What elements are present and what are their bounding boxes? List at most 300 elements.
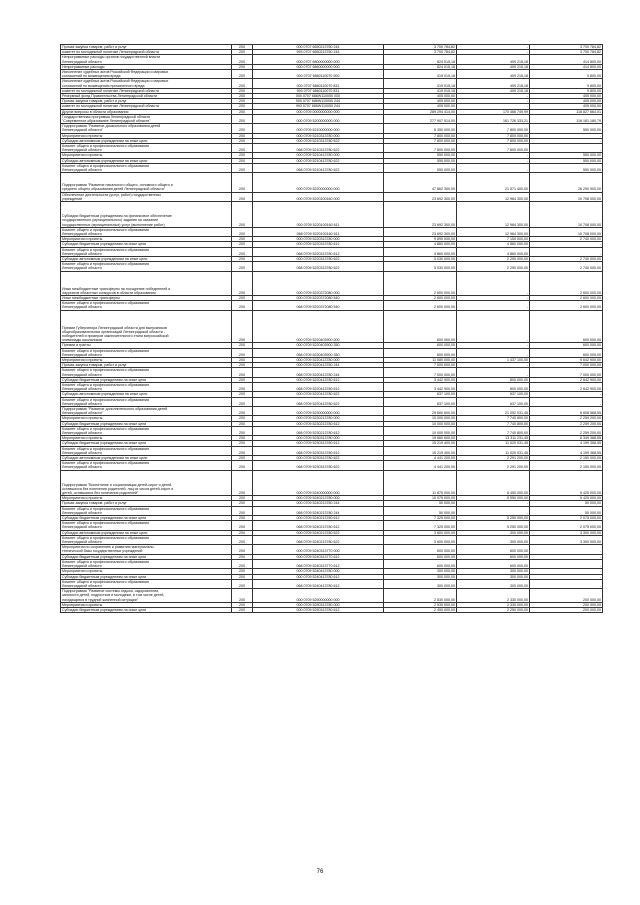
planned-amount-cell: 5 030 000,00: [384, 256, 457, 261]
table-row: [61, 144, 603, 153]
budget-execution-table: [60, 44, 603, 613]
remaining-amount-cell: 8 608 568,55: [530, 407, 603, 416]
row-code-cell: 200: [232, 421, 253, 426]
row-code-cell: 200: [232, 70, 253, 79]
executed-amount-cell: 300 000,00: [457, 569, 530, 574]
table-row: [61, 271, 603, 295]
remaining-amount-cell: -: [530, 545, 603, 554]
classification-code-cell: 068 0709 5240213780 244: [253, 506, 384, 515]
row-label-cell: Прочая закупка товаров, работ и услуг: [61, 501, 232, 506]
remaining-amount-cell: 405 000,00: [530, 94, 603, 99]
row-label-cell: Субсидии бюджетным учреждениям на иные цели: [61, 377, 232, 382]
classification-code-cell: 000 0709 5240213780 612: [253, 516, 384, 521]
table-row: [61, 310, 603, 343]
planned-amount-cell: 2 530 000,00: [384, 589, 457, 603]
planned-amount-cell: 550 000,00: [384, 163, 457, 172]
row-label-cell: Комитет общего и профессионального образования Ленинградской области: [61, 163, 232, 172]
classification-code-cell: 068 0709 5230313780 612: [253, 446, 384, 455]
row-label-cell: Комитет общего и профессионального образования Ленинградской области: [61, 535, 232, 544]
executed-amount-cell: 7 800 000,00: [457, 124, 530, 133]
remaining-amount-cell: 10 708 000,00: [530, 202, 603, 228]
row-label-cell: Субсидии бюджетным учреждениям на иные цели: [61, 607, 232, 612]
classification-code-cell: 000 0709 5230313780 612: [253, 441, 384, 446]
row-code-cell: 200: [232, 602, 253, 607]
remaining-amount-cell: 550 000,00: [530, 158, 603, 163]
remaining-amount-cell: 9 800,00: [530, 70, 603, 79]
remaining-amount-cell: 405 000,00: [530, 99, 603, 104]
planned-amount-cell: 600 000,00: [384, 343, 457, 348]
planned-amount-cell: 2 450 000,00: [384, 607, 457, 612]
row-label-cell: Субсидии автономным учреждениям на иные цели: [61, 530, 232, 535]
row-code-cell: 200: [232, 461, 253, 470]
planned-amount-cell: 3 600 000,00: [384, 530, 457, 535]
planned-amount-cell: 419 015,18: [384, 88, 457, 93]
executed-amount-cell: 300 000,00: [457, 530, 530, 535]
row-code-cell: 200: [232, 496, 253, 501]
row-code-cell: 200: [232, 163, 253, 172]
remaining-amount-cell: 26 290 900,00: [530, 173, 603, 192]
row-code-cell: 200: [232, 506, 253, 515]
remaining-amount-cell: 600 000,00: [530, 348, 603, 357]
row-label-cell: Комитет общего и профессионального образования Ленинградской области: [61, 559, 232, 568]
planned-amount-cell: 3 442 900,00: [384, 377, 457, 382]
table-row: [61, 589, 603, 603]
planned-amount-cell: 15 219 400,00: [384, 446, 457, 455]
executed-amount-cell: 7 150 000,00: [457, 237, 530, 242]
row-label-cell: Субсидии автономным учреждениям на иные цели: [61, 456, 232, 461]
row-code-cell: 200: [232, 295, 253, 300]
classification-code-cell: 068 0709 5230213780 612: [253, 426, 384, 435]
classification-code-cell: 000 0709 5220313780 612: [253, 242, 384, 247]
remaining-amount-cell: 2 259 200,00: [530, 426, 603, 435]
executed-amount-cell: 5 550 000,00: [457, 496, 530, 501]
table-row: [61, 202, 603, 228]
table-row: [61, 506, 603, 515]
executed-amount-cell: 7 800 000,00: [457, 144, 530, 153]
row-label-cell: Субсидии бюджетным учреждениям на иные цели: [61, 574, 232, 579]
classification-code-cell: 000 0709 5210413780 000: [253, 153, 384, 158]
executed-amount-cell: 800 000,00: [457, 382, 530, 391]
row-label-cell: Иные межбюджетные трансферты: [61, 295, 232, 300]
remaining-amount-cell: -: [530, 397, 603, 406]
remaining-amount-cell: -: [530, 554, 603, 559]
row-code-cell: 200: [232, 94, 253, 99]
table-row: [61, 301, 603, 310]
planned-amount-cell: 7 325 000,00: [384, 521, 457, 530]
planned-amount-cell: 4 441 200,00: [384, 461, 457, 470]
remaining-amount-cell: 2 075 000,00: [530, 521, 603, 530]
remaining-amount-cell: 550 000,00: [530, 153, 603, 158]
planned-amount-cell: 419 015,18: [384, 70, 457, 79]
row-code-cell: 200: [232, 377, 253, 382]
row-code-cell: 200: [232, 501, 253, 506]
planned-amount-cell: 10 000 000,00: [384, 421, 457, 426]
classification-code-cell: 000 0709 5220413780 622: [253, 392, 384, 397]
table-row: [61, 392, 603, 397]
row-code-cell: 200: [232, 247, 253, 256]
planned-amount-cell: 300 000,00: [384, 569, 457, 574]
executed-amount-cell: -: [457, 158, 530, 163]
classification-code-cell: 068 0709 5220413780 622: [253, 397, 384, 406]
executed-amount-cell: -: [457, 301, 530, 310]
row-label-cell: Комитет общего и профессионального образования Ленинградской области: [61, 227, 232, 236]
executed-amount-cell: 409 215,18: [457, 70, 530, 79]
executed-amount-cell: 21 571 400,00: [457, 173, 530, 192]
row-label-cell: Субсидии автономным учреждениям на иные цели: [61, 158, 232, 163]
remaining-amount-cell: 2 642 900,00: [530, 382, 603, 391]
executed-amount-cell: 2 330 000,00: [457, 602, 530, 607]
row-label-cell: Комитет общего и профессионального образования Ленинградской области: [61, 426, 232, 435]
row-label-cell: Другие вопросы в области образования: [61, 109, 232, 114]
planned-amount-cell: 7 000 000,00: [384, 368, 457, 377]
remaining-amount-cell: 9 800,00: [530, 79, 603, 88]
row-code-cell: 200: [232, 456, 253, 461]
executed-amount-cell: 170 466 749,99: [457, 109, 530, 114]
row-label-cell: Субсидии автономным учреждениям на иные цели: [61, 256, 232, 261]
remaining-amount-cell: 4 199 368,55: [530, 441, 603, 446]
classification-code-cell: 068 0709 5240313770 612: [253, 559, 384, 568]
planned-amount-cell: 29 660 600,00: [384, 407, 457, 416]
classification-code-cell: 000 0709 5230313780 000: [253, 436, 384, 441]
classification-code-cell: 000 0709 5210413780 622: [253, 158, 384, 163]
remaining-amount-cell: -: [530, 392, 603, 397]
remaining-amount-cell: 9 642 900,00: [530, 357, 603, 362]
row-label-cell: Мероприятия и проекты: [61, 436, 232, 441]
table-row: [61, 55, 603, 64]
remaining-amount-cell: 3 300 000,00: [530, 530, 603, 535]
row-label-cell: Мероприятия и проекты: [61, 153, 232, 158]
row-code-cell: 200: [232, 301, 253, 310]
executed-amount-cell: 2 330 000,00: [457, 589, 530, 603]
executed-amount-cell: 409 215,18: [457, 55, 530, 64]
classification-code-cell: 068 0709 5230313780 622: [253, 461, 384, 470]
table-row: [61, 242, 603, 247]
executed-amount-cell: -: [457, 94, 530, 99]
executed-amount-cell: 637 100,00: [457, 397, 530, 406]
row-label-cell: Мероприятия и проекты: [61, 569, 232, 574]
row-label-cell: Субсидии бюджетным учреждениям на финансовое обеспечение государственного (муниципального) задания на оказание государственных (муниципальных) услуг (выполнение работ): [61, 202, 232, 228]
table-row: [61, 173, 603, 192]
executed-amount-cell: 409 215,18: [457, 88, 530, 93]
classification-code-cell: 000 0709 5220313780 000: [253, 237, 384, 242]
row-code-cell: 200: [232, 50, 253, 55]
table-row: [61, 256, 603, 261]
classification-code-cell: 000 0709 5220313780 622: [253, 256, 384, 261]
remaining-amount-cell: 200 000,00: [530, 607, 603, 612]
remaining-amount-cell: 9 800,00: [530, 88, 603, 93]
row-code-cell: 200: [232, 310, 253, 343]
planned-amount-cell: 600 000,00: [384, 348, 457, 357]
planned-amount-cell: 4 441 200,00: [384, 456, 457, 461]
row-code-cell: 200: [232, 392, 253, 397]
row-code-cell: 200: [232, 607, 253, 612]
planned-amount-cell: 50 000,00: [384, 501, 457, 506]
row-code-cell: 200: [232, 535, 253, 544]
row-label-cell: комитет по молодежной политике Ленинградской области: [61, 104, 232, 109]
remaining-amount-cell: -: [530, 138, 603, 143]
row-code-cell: 200: [232, 79, 253, 88]
row-code-cell: 200: [232, 569, 253, 574]
row-code-cell: 200: [232, 521, 253, 530]
row-label-cell: Резервный фонд Правительства Ленинградской области: [61, 94, 232, 99]
row-code-cell: 200: [232, 407, 253, 416]
executed-amount-cell: 11 020 031,45: [457, 441, 530, 446]
row-label-cell: Подпрограмма "Развитие дополнительного образования детей Ленинградской области": [61, 407, 232, 416]
planned-amount-cell: 8 350 000,00: [384, 124, 457, 133]
classification-code-cell: 000 0707 6860000000 000: [253, 64, 384, 69]
row-code-cell: 200: [232, 363, 253, 368]
executed-amount-cell: -: [457, 104, 530, 109]
executed-amount-cell: -: [457, 310, 530, 343]
executed-amount-cell: 12 984 300,00: [457, 227, 530, 236]
planned-amount-cell: 19 660 600,00: [384, 436, 457, 441]
planned-amount-cell: 550 000,00: [384, 158, 457, 163]
remaining-amount-cell: 7 000 000,00: [530, 363, 603, 368]
row-label-cell: Иные межбюджетные трансферты на поощрение победителей и лауреатов областных конкурсов в области образования: [61, 271, 232, 295]
classification-code-cell: 068 0709 5220313780 612: [253, 247, 384, 256]
classification-code-cell: 068 0709 5240413780 612: [253, 579, 384, 588]
planned-amount-cell: 600 000,00: [384, 545, 457, 554]
classification-code-cell: 068 0709 5220403900 350: [253, 348, 384, 357]
row-code-cell: 200: [232, 397, 253, 406]
remaining-amount-cell: 2 259 200,00: [530, 421, 603, 426]
row-label-cell: Подпрограмма "Развитие дошкольного образования детей Ленинградской области": [61, 124, 232, 133]
executed-amount-cell: -: [457, 343, 530, 348]
table-row: [61, 377, 603, 382]
row-code-cell: 200: [232, 88, 253, 93]
row-label-cell: Премии Губернатора Ленинградской области для выпускников общеобразовательных организаций Ленинградской области - победителей и призеров заключительного этапа всероссийской олимпиады школьников: [61, 310, 232, 343]
remaining-amount-cell: -: [530, 559, 603, 568]
planned-amount-cell: 3 600 000,00: [384, 535, 457, 544]
row-code-cell: 200: [232, 368, 253, 377]
executed-amount-cell: -: [457, 271, 530, 295]
table-row: [61, 456, 603, 461]
executed-amount-cell: 7 740 800,00: [457, 426, 530, 435]
row-code-cell: 200: [232, 382, 253, 391]
executed-amount-cell: 7 740 800,00: [457, 416, 530, 421]
classification-code-cell: 993 0707 6860110070 831: [253, 88, 384, 93]
row-label-cell: Подпрограмма "Развитие начального общего, основного общего и среднего общего образования детей Ленинградской области": [61, 173, 232, 192]
executed-amount-cell: 409 215,18: [457, 64, 530, 69]
planned-amount-cell: 4 860 000,00: [384, 247, 457, 256]
classification-code-cell: 000 0709 5210313780 622: [253, 138, 384, 143]
row-label-cell: Комитет общего и профессионального образования Ленинградской области: [61, 506, 232, 515]
classification-code-cell: 000 0707 6860110070 000: [253, 70, 384, 79]
executed-amount-cell: -: [457, 50, 530, 55]
planned-amount-cell: 637 100,00: [384, 392, 457, 397]
row-code-cell: 200: [232, 348, 253, 357]
planned-amount-cell: 3 700 784,82: [384, 50, 457, 55]
row-code-cell: 200: [232, 530, 253, 535]
planned-amount-cell: 405 000,00: [384, 99, 457, 104]
row-label-cell: Подпрограмма "Развитие системы отдыха, оздоровления, занятости детей, подростков и молодежи, в том числе детей, находящихся в трудной жизненной ситуации": [61, 589, 232, 603]
row-code-cell: 200: [232, 262, 253, 271]
row-label-cell: Обеспечение деятельности (услуг, работ) государственных учреждений: [61, 192, 232, 201]
row-label-cell: Комитет общего и профессионального образования Ленинградской области: [61, 382, 232, 391]
classification-code-cell: 000 0709 5240213780 000: [253, 496, 384, 501]
table-row: [61, 88, 603, 93]
remaining-amount-cell: 414 800,00: [530, 64, 603, 69]
row-code-cell: 200: [232, 192, 253, 201]
executed-amount-cell: 600 000,00: [457, 559, 530, 568]
row-label-cell: Субсидии бюджетным учреждениям на иные цели: [61, 516, 232, 521]
planned-amount-cell: 289 294 414,00: [384, 109, 457, 114]
row-label-cell: Комитет общего и профессионального образования Ленинградской области: [61, 579, 232, 588]
classification-code-cell: 000 0709 5240313770 000: [253, 545, 384, 554]
executed-amount-cell: 161 726 333,21: [457, 114, 530, 123]
row-label-cell: Комитет общего и профессионального образования Ленинградской области: [61, 521, 232, 530]
row-code-cell: 200: [232, 173, 253, 192]
row-code-cell: 200: [232, 104, 253, 109]
planned-amount-cell: 405 000,00: [384, 94, 457, 99]
planned-amount-cell: 50 000,00: [384, 506, 457, 515]
planned-amount-cell: 23 692 300,00: [384, 227, 457, 236]
row-label-cell: Комитет общего и профессионального образования Ленинградской области: [61, 262, 232, 271]
row-code-cell: 200: [232, 237, 253, 242]
remaining-amount-cell: 10 708 000,00: [530, 192, 603, 201]
remaining-amount-cell: 4 199 368,55: [530, 446, 603, 455]
executed-amount-cell: -: [457, 348, 530, 357]
classification-code-cell: 000 0709 5230213780 612: [253, 421, 384, 426]
row-label-cell: Комитет общего и профессионального образования Ленинградской области: [61, 461, 232, 470]
executed-amount-cell: 5 250 000,00: [457, 516, 530, 521]
remaining-amount-cell: 5 425 000,00: [530, 496, 603, 501]
classification-code-cell: 993 0707 6650213760 244: [253, 50, 384, 55]
page-number: 76: [316, 869, 324, 875]
table-row: [61, 114, 603, 123]
table-row: [61, 579, 603, 588]
table-row: [61, 247, 603, 256]
planned-amount-cell: 11 080 000,00: [384, 357, 457, 362]
planned-amount-cell: 2 600 000,00: [384, 301, 457, 310]
classification-code-cell: 000 0709 5230000000 000: [253, 407, 384, 416]
classification-code-cell: 000 0709 5220100160 000: [253, 192, 384, 201]
executed-amount-cell: 7 800 000,00: [457, 138, 530, 143]
classification-code-cell: 000 0709 5210313780 000: [253, 133, 384, 138]
row-code-cell: 200: [232, 446, 253, 455]
table-row: [61, 138, 603, 143]
row-label-cell: Мероприятия и проекты: [61, 416, 232, 421]
row-code-cell: 200: [232, 579, 253, 588]
remaining-amount-cell: 2 740 000,00: [530, 237, 603, 242]
row-code-cell: 200: [232, 426, 253, 435]
row-label-cell: Премии и гранты: [61, 343, 232, 348]
classification-code-cell: 000 0709 5220100160 611: [253, 202, 384, 228]
executed-amount-cell: 2 250 000,00: [457, 607, 530, 612]
remaining-amount-cell: 600 000,00: [530, 343, 603, 348]
table-row: [61, 192, 603, 201]
remaining-amount-cell: 2 600 000,00: [530, 295, 603, 300]
classification-code-cell: 000 0709 5230313780 622: [253, 456, 384, 461]
row-code-cell: 200: [232, 124, 253, 133]
classification-code-cell: 068 0709 5240213780 612: [253, 521, 384, 530]
planned-amount-cell: 7 000 000,00: [384, 363, 457, 368]
planned-amount-cell: 300 000,00: [384, 579, 457, 588]
remaining-amount-cell: 2 259 200,00: [530, 416, 603, 421]
executed-amount-cell: 600 000,00: [457, 554, 530, 559]
row-label-cell: Комитет общего и профессионального образования Ленинградской области: [61, 397, 232, 406]
row-label-cell: Мероприятия и проекты: [61, 602, 232, 607]
classification-code-cell: 000 0709 5240413780 612: [253, 574, 384, 579]
planned-amount-cell: 600 000,00: [384, 559, 457, 568]
row-code-cell: 200: [232, 99, 253, 104]
planned-amount-cell: 11 875 000,00: [384, 470, 457, 496]
executed-amount-cell: 4 860 000,00: [457, 242, 530, 247]
remaining-amount-cell: 2 600 000,00: [530, 301, 603, 310]
row-label-cell: Субсидии бюджетным учреждениям на иные цели: [61, 554, 232, 559]
classification-code-cell: 000 0709 5250313780 000: [253, 602, 384, 607]
remaining-amount-cell: 550 000,00: [530, 124, 603, 133]
planned-amount-cell: 5 030 000,00: [384, 262, 457, 271]
planned-amount-cell: 637 100,00: [384, 397, 457, 406]
classification-code-cell: 000 0709 5250000000 000: [253, 589, 384, 603]
planned-amount-cell: 3 442 900,00: [384, 382, 457, 391]
row-label-cell: Мероприятия и проекты: [61, 133, 232, 138]
classification-code-cell: 068 0709 5220413780 612: [253, 382, 384, 391]
table-row: [61, 227, 603, 236]
classification-code-cell: 000 0709 5240000000 000: [253, 470, 384, 496]
classification-code-cell: 000 0709 5250313780 612: [253, 607, 384, 612]
remaining-amount-cell: 116 181 180,79: [530, 114, 603, 123]
executed-amount-cell: 300 000,00: [457, 579, 530, 588]
remaining-amount-cell: 3 300 000,00: [530, 535, 603, 544]
row-label-cell: Мероприятия по сохранению и развитию материально- технической базы государственных учреждений: [61, 545, 232, 554]
classification-code-cell: 993 0707 686W110050 244: [253, 104, 384, 109]
table-row: [61, 368, 603, 377]
planned-amount-cell: 10 000 000,00: [384, 416, 457, 421]
table-row: [61, 397, 603, 406]
classification-code-cell: 000 0709 5220372080 000: [253, 271, 384, 295]
row-code-cell: 200: [232, 227, 253, 236]
remaining-amount-cell: 10 708 000,00: [530, 227, 603, 236]
row-code-cell: 200: [232, 574, 253, 579]
remaining-amount-cell: -: [530, 247, 603, 256]
remaining-amount-cell: 414 800,00: [530, 55, 603, 64]
classification-code-cell: 068 0709 5220313780 622: [253, 262, 384, 271]
budget-report-sheet: [60, 44, 601, 613]
row-label-cell: Комитет общего и профессионального образования Ленинградской области: [61, 368, 232, 377]
row-code-cell: 200: [232, 133, 253, 138]
row-code-cell: 200: [232, 545, 253, 554]
table-row: [61, 70, 603, 79]
table-row: [61, 574, 603, 579]
row-label-cell: Прочая закупка товаров, работ и услуг: [61, 99, 232, 104]
remaining-amount-cell: 118 827 664,01: [530, 109, 603, 114]
classification-code-cell: 068 0709 5220372080 540: [253, 301, 384, 310]
table-row: [61, 470, 603, 496]
executed-amount-cell: -: [457, 501, 530, 506]
table-row: [61, 521, 603, 530]
row-code-cell: 200: [232, 144, 253, 153]
executed-amount-cell: 409 215,18: [457, 79, 530, 88]
remaining-amount-cell: 200 000,00: [530, 602, 603, 607]
remaining-amount-cell: -: [530, 579, 603, 588]
executed-amount-cell: 21 052 031,45: [457, 407, 530, 416]
executed-amount-cell: -: [457, 506, 530, 515]
classification-code-cell: 000 0709 5240213780 622: [253, 530, 384, 535]
classification-code-cell: 000 0709 5220403900 350: [253, 343, 384, 348]
row-label-cell: Субсидии автономным учреждениям на иные цели: [61, 138, 232, 143]
row-code-cell: 200: [232, 64, 253, 69]
row-code-cell: 200: [232, 470, 253, 496]
row-label-cell: Мероприятия и проекты: [61, 496, 232, 501]
table-row: [61, 516, 603, 521]
planned-amount-cell: 4 860 000,00: [384, 242, 457, 247]
remaining-amount-cell: 3 700 784,82: [530, 50, 603, 55]
row-label-cell: Комитет общего и профессионального образования Ленинградской области: [61, 247, 232, 256]
row-label-cell: Субсидии бюджетным учреждениям на иные цели: [61, 441, 232, 446]
row-code-cell: 200: [232, 436, 253, 441]
